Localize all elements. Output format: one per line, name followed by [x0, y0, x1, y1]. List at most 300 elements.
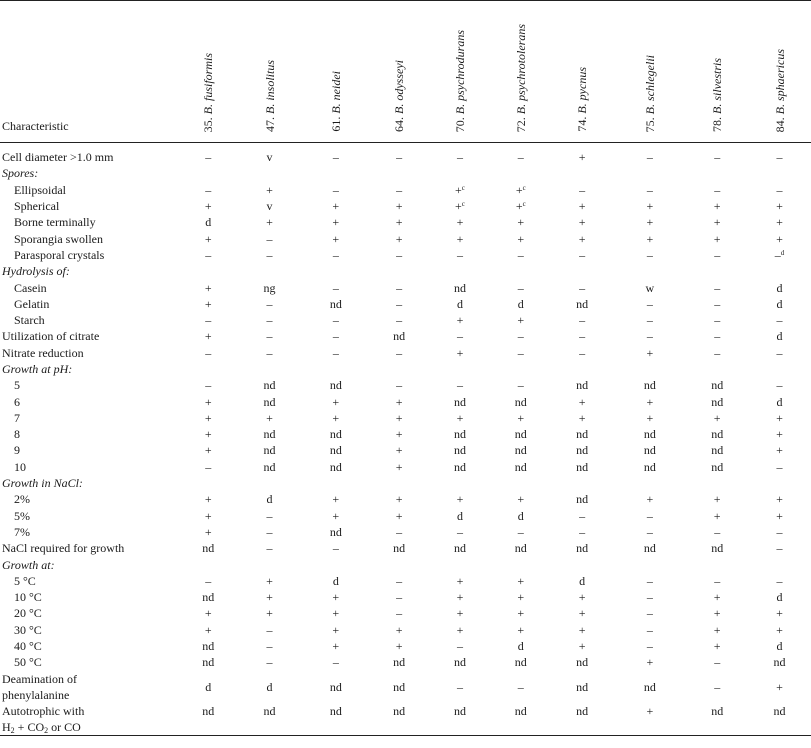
cell-value: + [713, 492, 721, 507]
cell-value [369, 361, 429, 377]
row-label: 6 [14, 394, 20, 409]
cell-value: d [205, 679, 212, 694]
row-label: 5% [14, 508, 30, 523]
cell-value: + [204, 524, 212, 539]
cell-value: + [456, 622, 464, 637]
cell-value: + [395, 508, 403, 523]
cell-value: – [456, 329, 463, 344]
table-row [0, 638, 811, 654]
cell-value: + [646, 655, 654, 670]
cell-value: – [332, 329, 339, 344]
cell-value: + [578, 622, 586, 637]
row-label: 10 [14, 459, 26, 474]
cell-value: – [714, 280, 721, 295]
cell-value: nd [576, 459, 589, 474]
row-label: 40 °C [14, 639, 42, 654]
cell-value [302, 361, 369, 377]
table-row [0, 573, 811, 589]
cell-value: nd [711, 459, 724, 474]
cell-value: – [579, 508, 586, 523]
cell-value: + [517, 606, 525, 621]
cell-value [237, 475, 303, 491]
cell-value: – [517, 345, 524, 360]
cell-value: – [332, 313, 339, 328]
cell-value: – [646, 247, 653, 262]
cell-value: + [776, 427, 783, 442]
cell-value: nd [551, 703, 614, 736]
cell-value: + [204, 606, 212, 621]
cell-value: d [332, 573, 339, 588]
cell-value: – [579, 280, 586, 295]
cell-value: ng [263, 280, 276, 295]
cell-value: + [456, 492, 464, 507]
cell-value: – [714, 573, 721, 588]
cell-value: – [517, 524, 524, 539]
cell-value: d [776, 280, 783, 295]
row-label: Starch [14, 313, 45, 328]
cell-value: – [517, 679, 524, 694]
cell-value: – [456, 150, 463, 165]
cell-value: nd [643, 459, 656, 474]
footnote-marker: c [461, 200, 465, 209]
cell-value [369, 556, 429, 572]
species-header: 74. B. pycnus [551, 1, 614, 143]
cell-value: + [395, 459, 403, 474]
footnote-marker: c [461, 183, 465, 192]
cell-value [748, 361, 811, 377]
cell-value: – [579, 345, 586, 360]
cell-value: – [456, 524, 463, 539]
cell-value: – [205, 313, 212, 328]
cell-value [237, 165, 303, 181]
cell-value: d [266, 492, 273, 507]
footnote-marker: c [522, 183, 526, 192]
row-label: Growth at pH: [2, 362, 73, 376]
cell-value: + [713, 622, 721, 637]
cell-value: – [776, 150, 783, 165]
cell-value: – [776, 524, 783, 539]
cell-value: – [714, 182, 721, 197]
cell-value: – [714, 655, 721, 670]
table-row [0, 524, 811, 540]
cell-value: + [713, 215, 721, 230]
cell-value: + [776, 606, 783, 621]
table-row [0, 312, 811, 328]
cell-value: v [266, 150, 273, 165]
table-row [0, 143, 811, 166]
cell-value: + [646, 199, 654, 214]
row-label: NaCl required for growth [2, 541, 125, 556]
table-row [0, 605, 811, 621]
cell-value: – [266, 622, 273, 637]
cell-value: nd [514, 443, 527, 458]
cell-value: – [205, 573, 212, 588]
row-label: 7% [14, 524, 30, 539]
cell-value: + [266, 215, 273, 230]
cell-value: + [646, 410, 654, 425]
cell-value [551, 165, 614, 181]
cell-value: + [266, 606, 273, 621]
cell-value: – [332, 182, 339, 197]
cell-value: + [517, 590, 525, 605]
row-label: Growth at: [2, 557, 55, 572]
cell-value [369, 475, 429, 491]
cell-value [180, 475, 237, 491]
cell-value: d [776, 329, 783, 344]
section-row [0, 165, 811, 181]
cell-value: nd [393, 541, 406, 556]
cell-value: + [517, 231, 525, 246]
table-row [0, 491, 811, 507]
species-header: 61. B. neidei [302, 1, 369, 143]
table-row [0, 622, 811, 638]
cell-value: + [517, 215, 525, 230]
cell-value: + [266, 410, 273, 425]
cell-value: +$^c$ [455, 199, 465, 214]
cell-value: + [776, 215, 783, 230]
cell-value: – [776, 459, 783, 474]
row-label: 5 [14, 378, 20, 393]
cell-value: + [578, 639, 586, 654]
cell-value: d [266, 679, 273, 694]
cell-value: + [204, 427, 212, 442]
cell-value: nd [453, 459, 466, 474]
cell-value: + [578, 606, 586, 621]
cell-value: nd [329, 296, 342, 311]
cell-value: nd [202, 541, 215, 556]
species-header: 72. B. psychrotolerans [491, 1, 551, 143]
footnote-marker: d [780, 248, 785, 257]
cell-value: + [204, 329, 212, 344]
cell-value: – [579, 329, 586, 344]
cell-value: – [396, 573, 403, 588]
cell-value: nd [711, 394, 724, 409]
cell-value: d [456, 508, 463, 523]
cell-value: nd [643, 427, 656, 442]
cell-value: – [517, 329, 524, 344]
cell-value: + [517, 313, 525, 328]
cell-value: – [714, 150, 721, 165]
cell-value: + [332, 622, 340, 637]
cell-value: + [776, 492, 783, 507]
cell-value: nd [514, 427, 527, 442]
cell-value: nd [329, 524, 342, 539]
cell-value [180, 556, 237, 572]
header-row [0, 1, 811, 143]
cell-value: – [579, 313, 586, 328]
cell-value: –$^d$ [774, 247, 785, 262]
cell-value: – [646, 606, 653, 621]
cell-value: nd [263, 394, 276, 409]
cell-value: + [395, 394, 403, 409]
cell-value: – [646, 150, 653, 165]
cell-value: + [713, 199, 721, 214]
cell-value [429, 165, 491, 181]
cell-value [614, 556, 687, 572]
cell-value: + [578, 394, 586, 409]
row-label: Nitrate reduction [2, 345, 84, 360]
cell-value: + [204, 622, 212, 637]
cell-value: nd [329, 378, 342, 393]
cell-value: – [266, 329, 273, 344]
cell-value [748, 263, 811, 279]
species-header: 64. B. odysseyi [369, 1, 429, 143]
cell-value: nd [711, 378, 724, 393]
cell-value: + [395, 427, 403, 442]
cell-value: – [456, 679, 463, 694]
cell-value: d [517, 639, 524, 654]
cell-value: + [713, 508, 721, 523]
species-header: 70. B. psychrodurans [429, 1, 491, 143]
table-row [0, 247, 811, 263]
cell-value: – [517, 378, 524, 393]
cell-value: +$^c$ [515, 199, 526, 214]
cell-value: nd [514, 459, 527, 474]
cell-value: + [614, 703, 687, 736]
cell-value: + [266, 182, 273, 197]
row-label: 10 °C [14, 590, 42, 605]
cell-value [748, 556, 811, 572]
cell-value: – [205, 345, 212, 360]
cell-value: – [396, 378, 403, 393]
row-label: 9 [14, 443, 20, 458]
cell-value: nd [643, 443, 656, 458]
cell-value: + [578, 410, 586, 425]
row-label: Ellipsoidal [14, 182, 66, 197]
cell-value: + [395, 199, 403, 214]
cell-value: – [714, 313, 721, 328]
cell-value [429, 361, 491, 377]
cell-value: + [332, 199, 340, 214]
cell-value: nd [643, 541, 656, 556]
cell-value: – [396, 280, 403, 295]
cell-value [491, 361, 551, 377]
cell-value: – [646, 296, 653, 311]
cell-value: nd [453, 394, 466, 409]
cell-value: – [456, 639, 463, 654]
cell-value: + [646, 215, 654, 230]
species-header: 75. B. schlegelii [614, 1, 687, 143]
cell-value: – [714, 679, 721, 694]
cell-value [491, 556, 551, 572]
cell-value [614, 361, 687, 377]
cell-value [686, 165, 748, 181]
row-label: Growth in NaCl: [2, 476, 83, 491]
cell-value: + [456, 590, 464, 605]
row-label: Borne terminally [14, 215, 96, 230]
cell-value [686, 361, 748, 377]
cell-value: + [395, 639, 403, 654]
cell-value: – [266, 508, 273, 523]
section-row [0, 361, 811, 377]
cell-value [237, 556, 303, 572]
table-row [0, 198, 811, 214]
cell-value: + [204, 280, 212, 295]
cell-value: nd [491, 703, 551, 736]
cell-value: + [266, 590, 273, 605]
cell-value: – [332, 541, 339, 556]
cell-value: – [646, 508, 653, 523]
cell-value: + [713, 606, 721, 621]
cell-value: – [646, 313, 653, 328]
cell-value [429, 263, 491, 279]
cell-value: + [204, 443, 212, 458]
cell-value: nd [773, 655, 786, 670]
cell-value: + [204, 410, 212, 425]
cell-value: – [332, 150, 339, 165]
table-row [0, 589, 811, 605]
cell-value: + [456, 573, 464, 588]
cell-value: – [266, 655, 273, 670]
cell-value [491, 165, 551, 181]
cell-value: – [517, 150, 524, 165]
cell-value: – [266, 541, 273, 556]
cell-value: + [776, 410, 783, 425]
cell-value: + [332, 492, 340, 507]
cell-value: – [266, 247, 273, 262]
table-row [0, 540, 811, 556]
cell-value [551, 361, 614, 377]
row-label: 50 °C [14, 655, 42, 670]
species-header: 84. B. sphaericus [748, 1, 811, 143]
cell-value: + [395, 410, 403, 425]
cell-value: + [456, 345, 464, 360]
cell-value: nd [329, 427, 342, 442]
cell-value: + [204, 508, 212, 523]
cell-value: nd [576, 296, 589, 311]
cell-value [180, 361, 237, 377]
cell-value: + [776, 622, 783, 637]
cell-value: + [517, 573, 525, 588]
section-row [0, 475, 811, 491]
section-row [0, 556, 811, 572]
cell-value: + [646, 231, 654, 246]
cell-value: + [204, 296, 212, 311]
cell-value [369, 165, 429, 181]
table-row [0, 393, 811, 409]
cell-value: + [395, 215, 403, 230]
cell-value [491, 263, 551, 279]
cell-value: nd [453, 427, 466, 442]
cell-value: – [205, 247, 212, 262]
table-row [0, 426, 811, 442]
cell-value: – [266, 524, 273, 539]
cell-value: – [396, 524, 403, 539]
cell-value: nd [514, 394, 527, 409]
cell-value: nd [576, 427, 589, 442]
row-label: Gelatin [14, 296, 50, 311]
cell-value: v [266, 199, 273, 214]
cell-value: d [517, 508, 524, 523]
cell-value: + [395, 492, 403, 507]
table-row [0, 410, 811, 426]
cell-value: + [578, 215, 586, 230]
cell-value: – [396, 296, 403, 311]
cell-value: nd [202, 639, 215, 654]
cell-value: – [579, 182, 586, 197]
table-row [0, 654, 811, 670]
cell-value [614, 165, 687, 181]
cell-value: nd [180, 703, 237, 736]
cell-value: + [456, 410, 464, 425]
cell-value: + [517, 410, 525, 425]
cell-value: nd [643, 679, 656, 694]
cell-value: + [713, 231, 721, 246]
cell-value: + [713, 410, 721, 425]
cell-value: – [205, 182, 212, 197]
cell-value: – [646, 590, 653, 605]
cell-value: nd [711, 443, 724, 458]
cell-value: nd [429, 703, 491, 736]
cell-value: + [456, 231, 464, 246]
table-row [0, 508, 811, 524]
cell-value [180, 165, 237, 181]
cell-value: – [396, 313, 403, 328]
table-body [0, 143, 811, 736]
row-label: Autotrophic with $H_2 + CO_2$ or CO [0, 703, 180, 736]
cell-value: + [713, 590, 721, 605]
cell-value: nd [453, 541, 466, 556]
cell-value: nd [329, 679, 342, 694]
section-row [0, 263, 811, 279]
cell-value: – [396, 606, 403, 621]
table-row [0, 442, 811, 458]
cell-value: – [332, 280, 339, 295]
cell-value: + [456, 215, 464, 230]
species-header: 78. B. silvestris [686, 1, 748, 143]
cell-value: – [776, 541, 783, 556]
cell-value: – [456, 378, 463, 393]
cell-value: nd [453, 443, 466, 458]
footnote-marker: c [522, 200, 526, 209]
cell-value: – [456, 247, 463, 262]
cell-value [748, 475, 811, 491]
table-row [0, 671, 811, 703]
cell-value: nd [453, 280, 466, 295]
cell-value [551, 263, 614, 279]
subscript: 2 [10, 725, 15, 735]
cell-value: nd [514, 541, 527, 556]
cell-value: +$^c$ [455, 182, 465, 197]
cell-value: + [713, 639, 721, 654]
cell-value: – [266, 639, 273, 654]
cell-value: nd [576, 378, 589, 393]
cell-value: +$^c$ [515, 182, 526, 197]
cell-value: nd [263, 378, 276, 393]
species-header: 47. B. insolitus [237, 1, 303, 143]
cell-value: + [395, 231, 403, 246]
row-label: Deamination of phenylalanine [2, 671, 77, 702]
cell-value: + [332, 590, 340, 605]
table-row [0, 296, 811, 312]
cell-value [180, 263, 237, 279]
row-label: Spores: [2, 166, 39, 181]
cell-value: – [646, 573, 653, 588]
cell-value: – [776, 313, 783, 328]
cell-value [748, 165, 811, 181]
table-row [0, 230, 811, 246]
cell-value: – [266, 345, 273, 360]
row-label: Hydrolysis of: [2, 264, 70, 279]
cell-value: nd [369, 703, 429, 736]
cell-value: – [332, 655, 339, 670]
cell-value: nd [686, 703, 748, 736]
cell-value: nd [643, 378, 656, 393]
cell-value: + [332, 231, 340, 246]
cell-value: + [517, 492, 525, 507]
cell-value: nd [263, 427, 276, 442]
cell-value [491, 475, 551, 491]
